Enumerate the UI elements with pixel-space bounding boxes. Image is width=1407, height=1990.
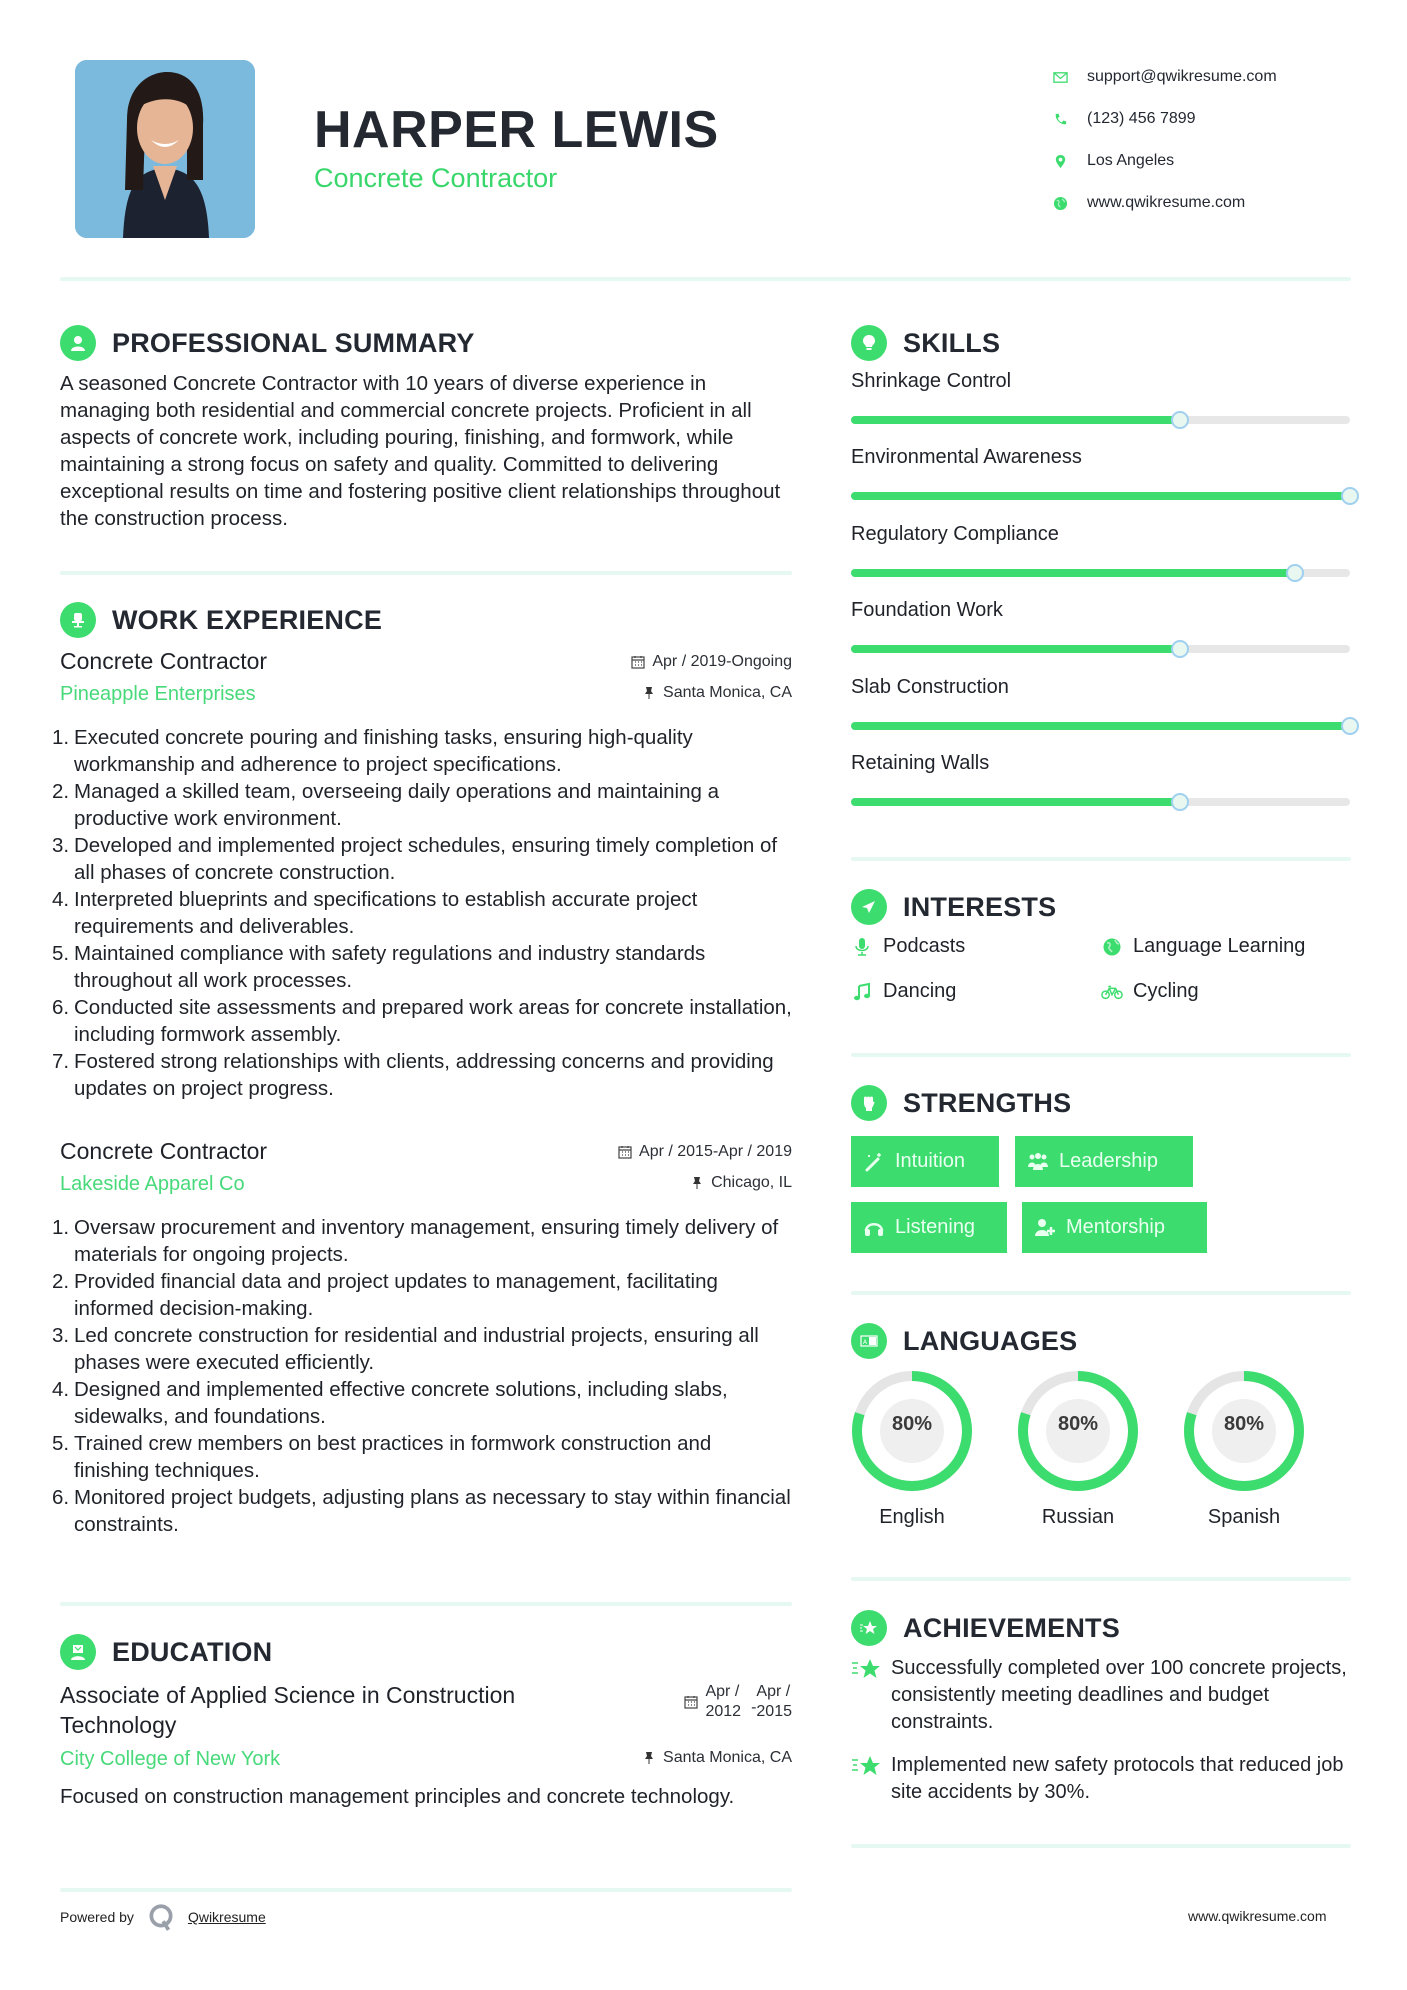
- contact-email[interactable]: [1052, 56, 1277, 98]
- job-dates: Apr / 2015-Apr / 2019: [618, 1143, 792, 1161]
- list-item: 7. Fostered strong relationships with clients, addressing concerns and providing updates on project progress.: [52, 1050, 774, 1100]
- contact-phone-text: (123) 456 7899: [1087, 110, 1196, 127]
- candidate-title: Concrete Contractor: [314, 163, 558, 193]
- interests-heading: INTERESTS: [851, 889, 1056, 925]
- skill-slider[interactable]: [851, 798, 1350, 806]
- contact-location: [1052, 140, 1277, 182]
- language-item: 80% Spanish: [1183, 1370, 1305, 1529]
- paper-plane-icon: [851, 889, 887, 925]
- summary-heading: PROFESSIONAL SUMMARY: [60, 325, 475, 361]
- achievements-heading: ACHIEVEMENTS: [851, 1610, 1120, 1646]
- skill-item: Regulatory Compliance: [851, 523, 1351, 599]
- powered-by: Powered by Qwikresume: [60, 1902, 266, 1932]
- calendar-icon: [618, 1145, 632, 1159]
- candidate-name: HARPER LEWIS: [314, 101, 719, 159]
- slider-knob[interactable]: [1171, 793, 1189, 811]
- microphone-icon: [851, 937, 873, 957]
- phone-icon: [1052, 111, 1068, 127]
- skill-slider[interactable]: [851, 645, 1350, 653]
- interest-item: Cycling: [1101, 980, 1199, 1003]
- skill-item: Foundation Work: [851, 599, 1351, 675]
- list-item: 3. Developed and implemented project schedules, ensuring timely completion of all phases of concrete construction.: [52, 834, 778, 884]
- slider-knob[interactable]: [1341, 487, 1359, 505]
- music-icon: [851, 982, 873, 1002]
- summary-text: A seasoned Concrete Contractor with 10 years of diverse experience in managing both residential and commercial concrete projects. Proficient in all aspects of concrete work, including pouring, finishing, and formwork, while maintaining a strong focus on safety and quality. Committed to delivering exceptional results on time and fostering positive client relationships throughout the construction process.: [60, 372, 781, 530]
- education-description: Focused on construction management principles and concrete technology.: [60, 1785, 735, 1808]
- interest-item: Language Learning: [1101, 935, 1305, 958]
- star-icon: [851, 1655, 891, 1736]
- headphones-icon: [863, 1217, 885, 1239]
- contact-email-text: support@qwikresume.com: [1087, 68, 1277, 85]
- skill-slider[interactable]: [851, 722, 1350, 730]
- contact-website-text: www.qwikresume.com: [1087, 194, 1246, 211]
- office-chair-icon: [60, 602, 96, 638]
- qwikresume-logo-icon: [148, 1902, 174, 1932]
- job-dates: Apr / 2019-Ongoing: [631, 653, 792, 671]
- job-location: Santa Monica, CA: [642, 684, 792, 702]
- users-icon: [1027, 1151, 1049, 1173]
- languages-heading: A LANGUAGES: [851, 1323, 1077, 1359]
- portrait-illustration: [75, 60, 255, 238]
- job-bullets: [52, 724, 792, 1102]
- qwikresume-link[interactable]: Qwikresume: [187, 1909, 266, 1925]
- globe-icon: [1101, 937, 1123, 957]
- pushpin-icon: [642, 686, 656, 700]
- degree-title: Associate of Applied Science in Construction Technology: [60, 1682, 516, 1738]
- footer-divider: [60, 1888, 792, 1892]
- strength-chip: Listening: [851, 1202, 1007, 1253]
- skills-list: [851, 370, 1351, 828]
- interest-item: Dancing: [851, 980, 956, 1003]
- job-title: Concrete Contractor: [60, 1138, 268, 1164]
- job-bullets: [52, 1214, 792, 1538]
- bicycle-icon: [1101, 982, 1123, 1002]
- education-dates: Apr / 2012 - Apr / 2015: [684, 1682, 792, 1722]
- languages-divider: [851, 1577, 1351, 1581]
- list-item: 4. Designed and implemented effective concrete solutions, including slabs, sidewalks, and foundations.: [52, 1378, 728, 1428]
- slider-knob[interactable]: [1171, 411, 1189, 429]
- slider-knob[interactable]: [1341, 717, 1359, 735]
- fist-icon: [851, 1085, 887, 1121]
- envelope-icon: [1052, 69, 1068, 85]
- slider-knob[interactable]: [1171, 640, 1189, 658]
- experience-divider: [60, 1602, 792, 1606]
- contact-list: [1052, 56, 1277, 224]
- skill-item: Retaining Walls: [851, 752, 1351, 828]
- magic-wand-icon: [863, 1151, 885, 1173]
- contact-phone[interactable]: [1052, 98, 1277, 140]
- lightbulb-icon: [851, 325, 887, 361]
- job-location: Chicago, IL: [690, 1174, 792, 1192]
- globe-icon: [1052, 195, 1068, 211]
- skills-divider: [851, 857, 1351, 861]
- education-heading: EDUCATION: [60, 1634, 272, 1670]
- list-item: 5. Trained crew members on best practices in formwork construction and finishing techniques.: [52, 1432, 712, 1482]
- list-item: 3. Led concrete construction for residential and industrial projects, ensuring all phases were executed efficiently.: [52, 1324, 759, 1374]
- profile-photo: [75, 60, 255, 238]
- slider-knob[interactable]: [1286, 564, 1304, 582]
- language-item: 80% English: [851, 1370, 973, 1529]
- job-entry-2: [52, 1138, 792, 1538]
- job-entry-1: [52, 648, 792, 1102]
- job-company: Pineapple Enterprises: [60, 683, 256, 705]
- header-divider: [60, 277, 1351, 281]
- achievement-item: Implemented new safety protocols that reduced job site accidents by 30%.: [851, 1752, 1351, 1806]
- achievements-list: [851, 1655, 1351, 1822]
- language-item: 80% Russian: [1017, 1370, 1139, 1529]
- skill-slider[interactable]: [851, 416, 1350, 424]
- strength-chip: Leadership: [1015, 1136, 1193, 1187]
- calendar-icon: [684, 1695, 698, 1709]
- summary-divider: [60, 571, 792, 575]
- school-name: City College of New York: [60, 1748, 281, 1770]
- contact-location-text: Los Angeles: [1087, 152, 1175, 169]
- skill-item: Environmental Awareness: [851, 446, 1351, 522]
- job-company: Lakeside Apparel Co: [60, 1173, 245, 1195]
- calendar-icon: [631, 655, 645, 669]
- skill-slider[interactable]: [851, 569, 1350, 577]
- list-item: 1. Oversaw procurement and inventory management, ensuring timely delivery of materials for ongoing projects.: [52, 1216, 779, 1266]
- strength-chip: Intuition: [851, 1136, 999, 1187]
- skill-item: Slab Construction: [851, 676, 1351, 752]
- achievement-item: Successfully completed over 100 concrete projects, consistently meeting deadlines and budget constraints.: [851, 1655, 1351, 1736]
- svg-text:A: A: [863, 1339, 868, 1346]
- list-item: 2. Managed a skilled team, overseeing daily operations and maintaining a productive work environment.: [52, 780, 720, 830]
- education-entry: [60, 1680, 792, 1810]
- strengths-divider: [851, 1291, 1351, 1295]
- achievements-divider: [851, 1844, 1351, 1848]
- list-item: 2. Provided financial data and project updates to management, facilitating informed decision-making.: [52, 1270, 718, 1320]
- interests-divider: [851, 1053, 1351, 1057]
- list-item: 4. Interpreted blueprints and specifications to establish accurate project requirements and deliverables.: [52, 888, 698, 938]
- experience-heading: WORK EXPERIENCE: [60, 602, 382, 638]
- strengths-heading: STRENGTHS: [851, 1085, 1071, 1121]
- user-icon: [60, 325, 96, 361]
- list-item: 1. Executed concrete pouring and finishing tasks, ensuring high-quality workmanship and adherence to project specifications.: [52, 726, 693, 776]
- education-location: Santa Monica, CA: [642, 1749, 792, 1767]
- pushpin-icon: [642, 1751, 656, 1765]
- pushpin-icon: [690, 1176, 704, 1190]
- star-icon: [851, 1752, 891, 1806]
- trophy-star-icon: [851, 1610, 887, 1646]
- strength-chip: Mentorship: [1022, 1202, 1207, 1253]
- contact-website[interactable]: [1052, 182, 1277, 224]
- language-icon: [851, 1323, 887, 1359]
- skills-heading: SKILLS: [851, 325, 1000, 361]
- skill-slider[interactable]: [851, 492, 1350, 500]
- interest-item: Podcasts: [851, 935, 965, 958]
- footer-website[interactable]: www.qwikresume.com: [1188, 1908, 1327, 1924]
- job-title: Concrete Contractor: [60, 648, 268, 674]
- list-item: 5. Maintained compliance with safety regulations and industry standards throughout all work processes.: [52, 942, 706, 992]
- skill-item: Shrinkage Control: [851, 370, 1351, 446]
- user-plus-icon: [1034, 1217, 1056, 1239]
- list-item: 6. Conducted site assessments and prepared work areas for concrete installation, including formwork assembly.: [52, 996, 792, 1046]
- graduate-icon: [60, 1634, 96, 1670]
- list-item: 6. Monitored project budgets, adjusting plans as necessary to stay within financial constraints.: [52, 1486, 791, 1536]
- map-pin-icon: [1052, 153, 1068, 169]
